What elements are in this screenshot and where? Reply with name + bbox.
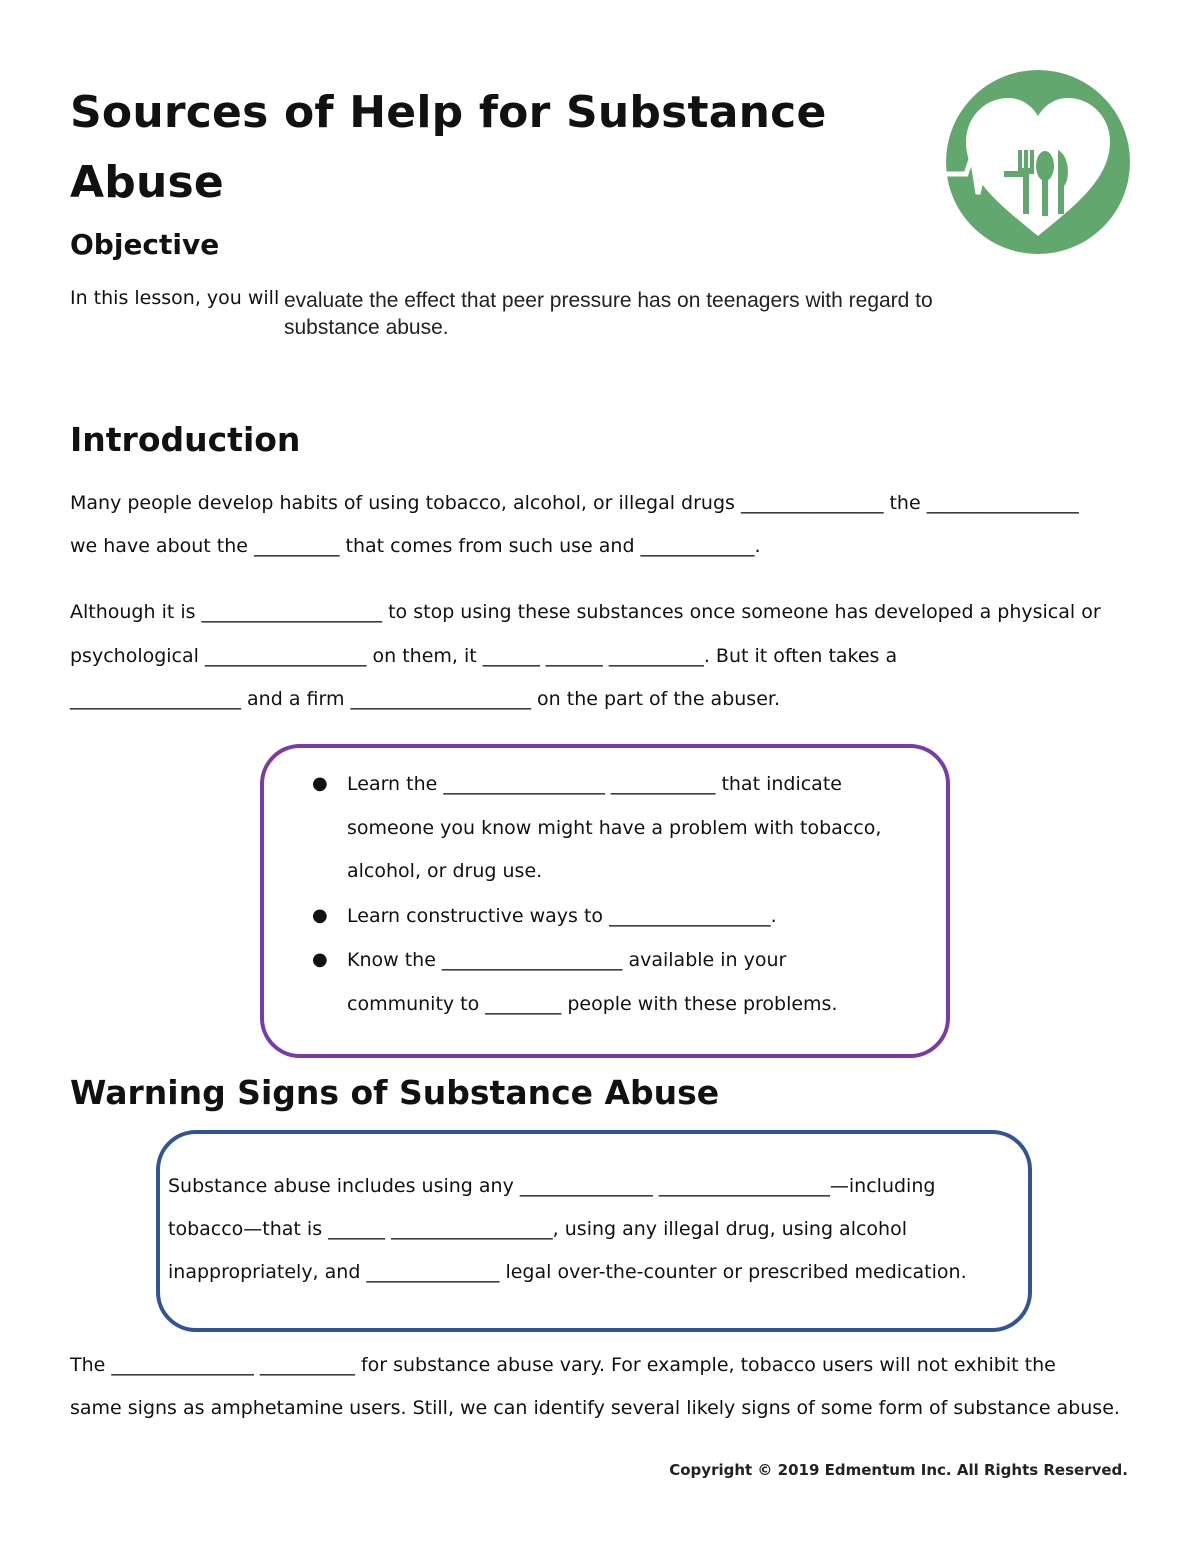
intro-p1-line-2: we have about the _________ that comes from such use and ____________. <box>70 535 761 557</box>
warning-p-line-2: same signs as amphetamine users. Still, we can identify several likely signs of some form of substance abuse. <box>70 1397 1120 1419</box>
goal-3-line-1: Know the ___________________ available in your <box>347 949 787 971</box>
goal-item <box>312 773 912 817</box>
goal-1-line-1: Learn the _________________ ___________ that indicate <box>347 773 842 795</box>
definition-line-3: inappropriately, and ______________ legal over-the-counter or prescribed medication. <box>168 1261 967 1283</box>
intro-p2-line-1: Although it is ___________________ to stop using these substances once someone has developed a physical or <box>70 601 1101 623</box>
warning-p-line-1: The _______________ __________ for substance abuse vary. For example, tobacco users will not exhibit the <box>70 1354 1056 1376</box>
definition-line-1: Substance abuse includes using any ______________ __________________—including <box>168 1175 936 1197</box>
definition-line-2: tobacco—that is ______ _________________, using any illegal drug, using alcohol <box>168 1218 907 1240</box>
bullet-icon: ● <box>312 773 328 794</box>
title-line-1: Sources of Help for Substance <box>70 87 827 138</box>
goal-item <box>312 905 912 949</box>
bullet-icon: ● <box>312 905 328 926</box>
objective-lead: In this lesson, you will <box>70 287 280 309</box>
objective-text-line-1: evaluate the effect that peer pressure has on teenagers with regard to <box>284 289 933 312</box>
introduction-heading: Introduction <box>70 420 301 459</box>
objective-heading: Objective <box>70 228 220 261</box>
bullet-icon: ● <box>312 949 328 970</box>
copyright: Copyright © 2019 Edmentum Inc. All Rights Reserved. <box>669 1461 1128 1479</box>
intro-p2-line-3: __________________ and a firm ___________________ on the part of the abuser. <box>70 688 780 710</box>
intro-p2-line-2: psychological _________________ on them, it ______ ______ __________. But it often takes a <box>70 645 898 667</box>
page-title <box>70 78 890 218</box>
goal-item <box>312 949 912 993</box>
goal-3-line-2: community to ________ people with these problems. <box>347 993 838 1015</box>
objective-text-line-2: substance abuse. <box>284 316 449 339</box>
intro-p1-line-1: Many people develop habits of using tobacco, alcohol, or illegal drugs _______________ the ________________ <box>70 492 1079 514</box>
goal-1-line-2: someone you know might have a problem with tobacco, <box>347 817 882 839</box>
goal-1-line-3: alcohol, or drug use. <box>347 860 543 882</box>
heart-health-icon <box>944 68 1132 256</box>
warning-heading: Warning Signs of Substance Abuse <box>70 1073 720 1112</box>
title-line-2: Abuse <box>70 157 224 208</box>
goal-2: Learn constructive ways to _________________. <box>347 905 777 927</box>
lesson-goals-list <box>312 773 912 1037</box>
